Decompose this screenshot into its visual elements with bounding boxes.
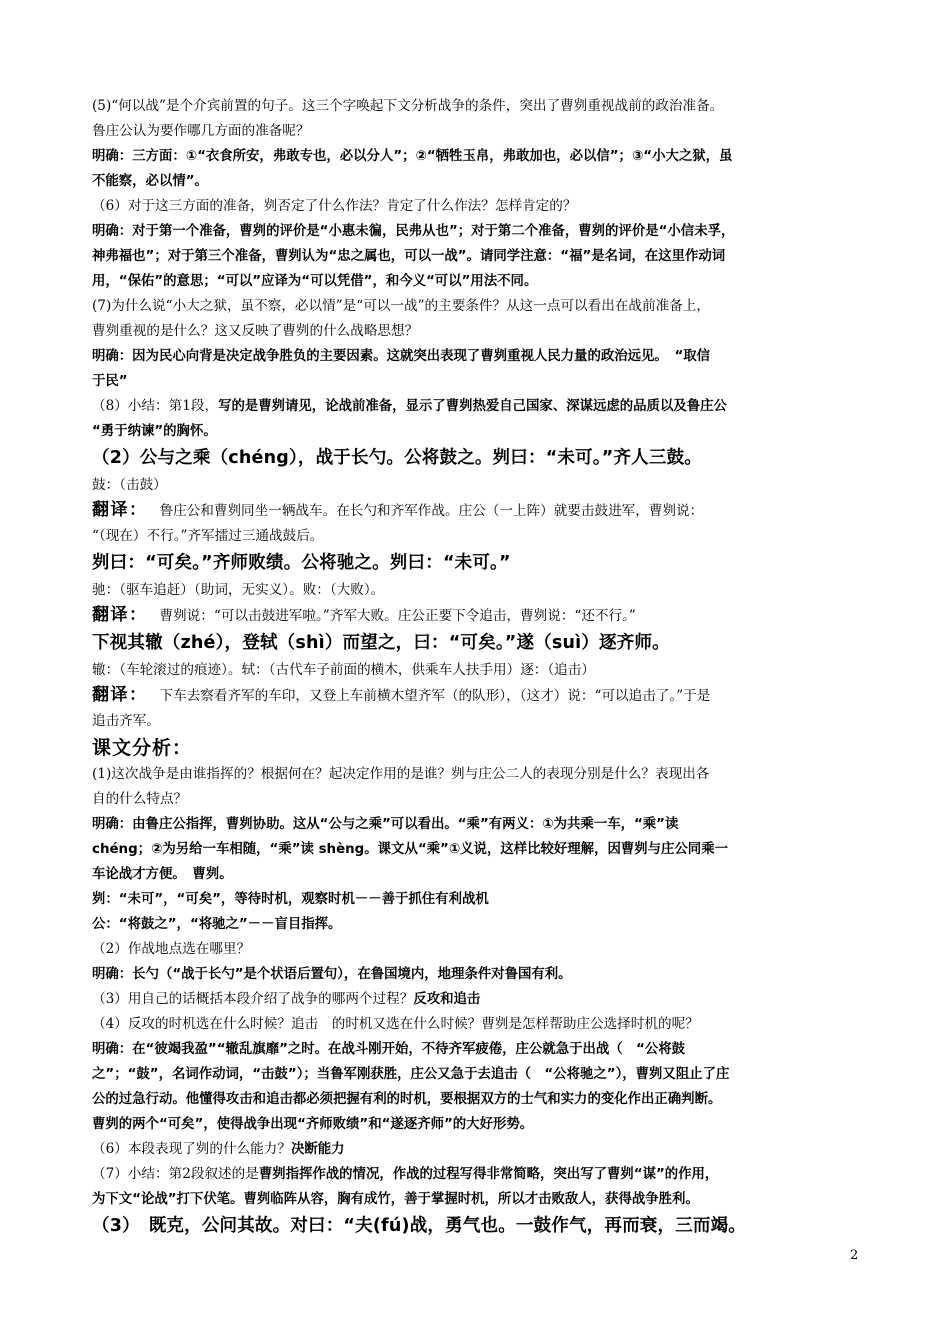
text-line: “（现在）不行。”齐军擂过三通战鼓后。	[92, 528, 324, 544]
text-line: 刿：“未可”，“可矣”，等待时机，观察时机－－善于抓住有利战机	[92, 892, 489, 907]
text-line: chéng；②为另给一车相随，“乘”读 shèng。课文从“乘”①义说，这样比较好理解，因曹刿与庄公同乘一	[92, 842, 728, 857]
text-line: 追击齐军。	[92, 713, 160, 729]
text-line: 明确：因为民心向背是决定战争胜负的主要因素。这就突出表现了曹刿重视人民力量的政治远见。 “取信	[92, 349, 711, 364]
question-text: （6）本段表现了刿的什么能力？	[92, 1141, 291, 1157]
translation-label: 翻译：	[92, 500, 148, 520]
text-line: “勇于纳谏”的胸怀。	[92, 424, 217, 439]
text-line	[92, 987, 882, 1012]
page-number: 2	[850, 1248, 859, 1263]
text-line: （4）反攻的时机选在什么时候？追击 的时机又选在什么时候？曹刿是怎样帮助庄公选择时机的呢？	[92, 1016, 699, 1032]
text-line: 用，“保佑”的意思；“可以”应译为“可以凭借”，和今义“可以”用法不同。	[92, 274, 538, 289]
text-line: 不能察，必以情”。	[92, 174, 208, 189]
answer-text: 曹刿指挥作战的情况，作战的过程写得非常简略，突出写了曹刿“谋”的作用，	[258, 1167, 719, 1182]
text-line: 明确：由鲁庄公指挥，曹刿协助。这从“公与之乘”可以看出。“乘”有两义：①为共乘一车，“乘”读	[92, 817, 679, 832]
text-line: 明确：在“彼竭我盈”“辙乱旗靡”之时。在战斗刚开始，不待齐军疲倦，庄公就急于出战（ “公将鼓	[92, 1042, 686, 1057]
text-line: （6）对于这三方面的准备，刿否定了什么作法？肯定了什么作法？怎样肯定的？	[92, 198, 577, 214]
text-line: 驰：（驱车追赶）（助词，无实义）。败：（大败）。	[92, 582, 385, 598]
text-line: 之”；“鼓”，名词作动词，“击鼓”）；当鲁军刚获胜，庄公又急于去追击（ “公将驰之”），曹刿又阻止了庄	[92, 1067, 730, 1082]
classical-text-line: （2）公与之乘（chéng），战于长勺。公将鼓之。刿曰：“未可。”齐人三鼓。	[92, 448, 702, 468]
text-line: 曹刿重视的是什么？这又反映了曹刿的什么战略思想？	[92, 323, 419, 339]
text-line	[92, 683, 882, 709]
text-line: 辙：（车轮滚过的痕迹）。轼：（古代车子前面的横木，供乘车人扶手用）逐：（追击）	[92, 662, 595, 678]
text-line: 曹刿的两个“可矣”，使得战争出现“齐师败绩”和“遂逐齐师”的大好形势。	[92, 1117, 534, 1132]
answer-text: 决断能力	[290, 1142, 345, 1157]
translation-text: 曹刿说：“可以击鼓进军啦。”齐军大败。庄公正要下令追击，曹刿说：“还不行。”	[159, 608, 636, 624]
classical-text-line: 下视其辙（zhé），登轼（shì）而望之，曰：“可矣。”遂（suì）逐齐师。	[92, 633, 670, 653]
classical-text-line: 刿曰：“可矣。”齐师败绩。公将驰之。刿曰：“未可。”	[92, 553, 511, 573]
translation-label: 翻译：	[92, 605, 148, 625]
text-line: 鲁庄公认为要作哪几方面的准备呢？	[92, 123, 310, 139]
text-line: 自的什么特点？	[92, 791, 188, 807]
text-line: 为下文“论战”打下伏笔。曹刿临阵从容，胸有成竹，善于掌握时机，所以才击败敌人，获得战争胜利。	[92, 1192, 699, 1207]
text-line: 神弗福也”；对于第三个准备，曹刿认为“忠之属也，可以一战”。请同学注意：“福”是名词，在这里作动词	[92, 249, 726, 264]
text-line: 公：“将鼓之”，“将驰之”－－盲目指挥。	[92, 917, 342, 932]
text-line: 明确：长勺（“战于长勺”是个状语后置句），在鲁国境内，地理条件对鲁国有利。	[92, 967, 572, 982]
translation-label: 翻译：	[92, 685, 148, 705]
text-line: 鼓：（击鼓）	[92, 477, 167, 493]
question-text: （3）用自己的话概括本段介绍了战争的哪两个过程？	[92, 991, 414, 1007]
text-line	[92, 603, 882, 629]
translation-text: 下车去察看齐军的车印，又登上车前横木望齐军（的队形），（这才）说：“可以追击了。”于是	[159, 688, 711, 704]
answer-text: 写的是曹刿请见，论战前准备，显示了曹刿热爱自己国家、深谋远虑的品质以及鲁庄公	[218, 399, 727, 414]
text-line	[92, 498, 882, 524]
text-line: (5)“何以战”是个介宾前置的句子。这三个字唤起下文分析战争的条件，突出了曹刿重视战前的政治准备。	[92, 98, 724, 114]
text-line: 于民”	[92, 374, 128, 389]
text-line: （2）作战地点选在哪里？	[92, 941, 251, 957]
text-line	[92, 394, 882, 419]
question-text: （8）小结：第1段，	[92, 398, 219, 414]
text-line: 明确：对于第一个准备，曹刿的评价是“小惠未徧，民弗从也”；对于第二个准备，曹刿的评价是“小信未孚，	[92, 224, 735, 239]
document-body	[92, 94, 882, 1241]
text-line: 车论战才方便。 曹刿。	[92, 867, 233, 882]
text-line	[92, 1137, 882, 1162]
text-line: (1)这次战争是由谁指挥的？根据何在？起决定作用的是谁？刿与庄公二人的表现分别是什么？表现出各	[92, 766, 710, 782]
section-heading: 课文分析：	[92, 737, 193, 759]
text-line: (7)为什么说“小大之狱，虽不察，必以情”是“可以一战”的主要条件？从这一点可以看出在战前准备上，	[92, 298, 710, 314]
translation-text: 鲁庄公和曹刿同坐一辆战车。在长勺和齐军作战。庄公（一上阵）就要击鼓进军，曹刿说：	[159, 503, 704, 519]
classical-text-line: （3） 既克，公问其故。对曰：“夫(fú)战，勇气也。一鼓作气，再而衰，三而竭。	[92, 1216, 746, 1236]
text-line: 明确：三方面：①“衣食所安，弗敢专也，必以分人”；②“牺牲玉帛，弗敢加也，必以信”；③“小大之狱，虽	[92, 149, 733, 164]
text-line	[92, 1162, 882, 1187]
text-line: 公的过急行动。他懂得攻击和追击都必须把握有利的时机，要根据双方的士气和实力的变化作出正确判断。	[92, 1092, 722, 1107]
answer-text: 反攻和追击	[413, 992, 481, 1007]
question-text: （7）小结：第2段叙述的是	[92, 1166, 259, 1182]
